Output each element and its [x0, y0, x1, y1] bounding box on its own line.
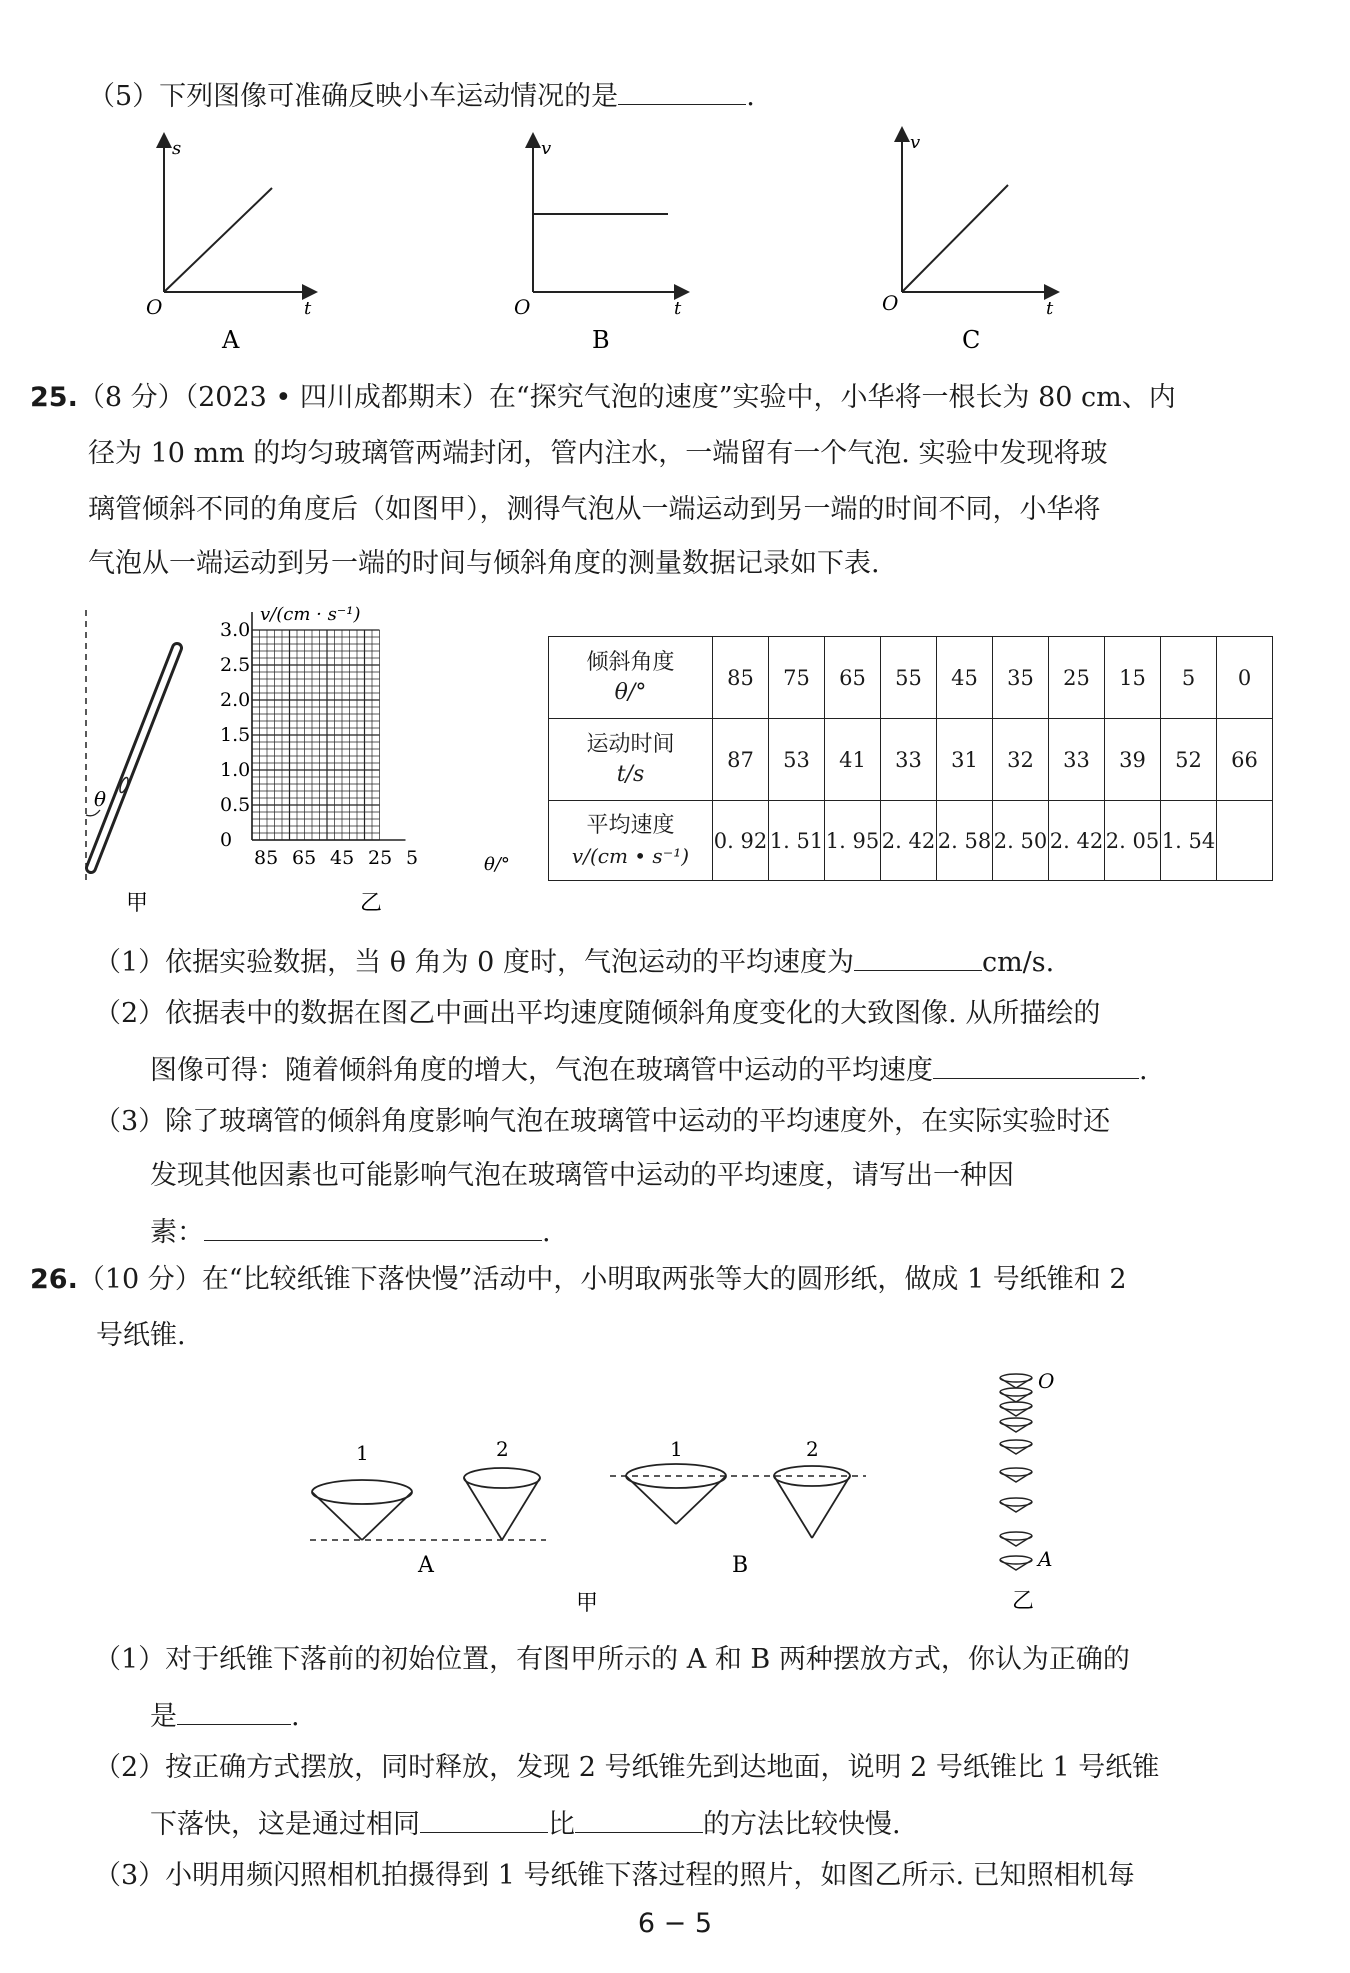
graph-c-xaxis: t: [1046, 298, 1054, 319]
row-label-text: 运动时间: [586, 731, 675, 757]
q25-line-1: 25.（8 分）（2023 • 四川成都期末）在“探究气泡的速度”实验中，小华将一根长为 80 cm、内: [30, 382, 1176, 413]
table-cell: 2. 58: [937, 801, 993, 881]
fig-yi-label: 乙: [360, 891, 383, 916]
row-label-unit: θ/°: [614, 679, 647, 705]
cone-group-b: [610, 1437, 866, 1578]
table-cell: 1. 54: [1161, 801, 1217, 881]
answer-blank: [204, 1212, 542, 1241]
graph-c-origin: O: [882, 291, 899, 315]
strobe-cone: [1000, 1440, 1032, 1454]
graph-b: [514, 138, 682, 354]
table-cell-empty: [1217, 801, 1273, 881]
answer-blank: [854, 942, 982, 971]
cone-group-a: [310, 1437, 546, 1578]
grid-ytick: 2.0: [220, 689, 251, 711]
row-label-text: 平均速度: [586, 812, 675, 838]
table-cell: 0: [1217, 637, 1273, 719]
table-cell: 55: [881, 637, 937, 719]
graph-a-xaxis: t: [304, 298, 312, 319]
row-label-time: [549, 719, 713, 801]
table-cell: 25: [1049, 637, 1105, 719]
row-label-text: 倾斜角度: [586, 649, 675, 675]
graph-a-origin: O: [146, 295, 163, 319]
table-cell: 2. 05: [1105, 801, 1161, 881]
answer-blank: [420, 1804, 548, 1833]
q25-line-2: 径为 10 mm 的均匀玻璃管两端封闭，管内注水，一端留有一个气泡. 实验中发现将玻: [88, 438, 1108, 469]
table-cell: 15: [1105, 637, 1161, 719]
cone-placement-figure: [300, 1430, 890, 1620]
q25-sub1: （1）依据实验数据，当 θ 角为 0 度时，气泡运动的平均速度为 cm/s.: [94, 942, 1054, 981]
table-cell: 5: [1161, 637, 1217, 719]
group-b-label: B: [732, 1553, 749, 1578]
page-number: 6 − 5: [637, 1908, 713, 1939]
strobe-cone: [1000, 1402, 1032, 1416]
cone-label-a1: 1: [356, 1441, 369, 1465]
grid-xlabel: θ/°: [484, 854, 510, 875]
table-cell: 39: [1105, 719, 1161, 801]
fig-yi-label: 乙: [1012, 1589, 1035, 1614]
strobe-photo-figure: [990, 1370, 1090, 1620]
q26-sub1-line1: （1）对于纸锥下落前的初始位置，有图甲所示的 A 和 B 两种摆放方式，你认为正确的: [94, 1644, 1130, 1675]
table-cell: 41: [825, 719, 881, 801]
data-table: [548, 636, 1273, 881]
grid-ytick: 3.0: [220, 619, 251, 641]
table-cell: 2. 42: [1049, 801, 1105, 881]
table-cell: 32: [993, 719, 1049, 801]
q26-line-2: 号纸锥.: [96, 1320, 186, 1351]
q25-line-3: 璃管倾斜不同的角度后（如图甲），测得气泡从一端运动到另一端的时间不同，小华将: [88, 494, 1101, 525]
table-cell: 33: [1049, 719, 1105, 801]
row-label-speed: [549, 801, 713, 881]
row-label-unit: t/s: [616, 761, 645, 787]
table-cell: 87: [713, 719, 769, 801]
strobe-cone: [1000, 1374, 1032, 1388]
grid-ytick: 1.5: [220, 724, 251, 746]
strobe-cone: [1000, 1498, 1032, 1512]
table-cell: 66: [1217, 719, 1273, 801]
q25-number: 25.: [30, 382, 78, 413]
point-a-label: A: [1038, 1547, 1053, 1571]
strobe-cone: [1000, 1418, 1032, 1432]
table-cell: 52: [1161, 719, 1217, 801]
table-cell: 31: [937, 719, 993, 801]
grid-xtick: 65: [292, 847, 317, 869]
tilted-tube-figure: [70, 610, 210, 916]
table-cell: 1. 95: [825, 801, 881, 881]
row-label-unit: v/(cm • s⁻¹): [571, 843, 690, 868]
table-row-angle: [549, 637, 1273, 719]
grid-xtick: 25: [368, 847, 393, 869]
q26-sub3-line1: （3）小明用频闪照相机拍摄得到 1 号纸锥下落过程的照片，如图乙所示. 已知照相机每: [94, 1860, 1135, 1891]
q25-sub3-line2: 发现其他因素也可能影响气泡在玻璃管中运动的平均速度，请写出一种因: [150, 1160, 1014, 1191]
point-o-label: O: [1038, 1369, 1055, 1393]
table-cell: 33: [881, 719, 937, 801]
graph-b-origin: O: [514, 295, 531, 319]
q26-sub2-line1: （2）按正确方式摆放，同时释放，发现 2 号纸锥先到达地面，说明 2 号纸锥比 1 号纸锥: [94, 1752, 1160, 1783]
table-cell: 75: [769, 637, 825, 719]
graph-c-label: C: [962, 326, 981, 354]
answer-blank: [575, 1804, 703, 1833]
table-row-time: [549, 719, 1273, 801]
q26-sub1-line2: 是 .: [150, 1696, 300, 1735]
table-cell: 35: [993, 637, 1049, 719]
table-cell: 2. 42: [881, 801, 937, 881]
q25-sub2-line2: 图像可得：随着倾斜角度的增大，气泡在玻璃管中运动的平均速度 .: [150, 1050, 1148, 1089]
graph-b-label: B: [592, 326, 610, 354]
table-row-speed: [549, 801, 1273, 881]
table-cell: 53: [769, 719, 825, 801]
fig-jia-label: 甲: [576, 1591, 599, 1616]
graph-a-label: A: [222, 326, 240, 354]
group-a-label: A: [418, 1553, 434, 1578]
answer-blank: [177, 1696, 291, 1725]
fig-jia-label: 甲: [126, 891, 149, 916]
graph-a-yaxis: s: [172, 138, 182, 159]
grid-ylabel: v/(cm · s⁻¹): [260, 604, 361, 625]
answer-blank: [933, 1050, 1139, 1079]
answer-blank: [618, 76, 746, 105]
strobe-cone: [1000, 1468, 1032, 1482]
table-cell: 65: [825, 637, 881, 719]
graph-a: [146, 138, 312, 354]
grid-ytick: 2.5: [220, 654, 251, 676]
table-cell: 0. 92: [713, 801, 769, 881]
q26-number: 26.: [30, 1264, 78, 1295]
q25-line-4: 气泡从一端运动到另一端的时间与倾斜角度的测量数据记录如下表.: [88, 548, 880, 579]
q26-sub2-line2: 下落快，这是通过相同 比 的方法比较快慢.: [150, 1804, 901, 1843]
graph-c: [882, 132, 1054, 354]
grid-xtick: 45: [330, 847, 355, 869]
grid-xtick: 5: [406, 847, 419, 869]
row-label-angle: [549, 637, 713, 719]
cone-label-a2: 2: [496, 1437, 509, 1461]
q25-sub3-line3: 素： .: [150, 1212, 551, 1251]
graph-b-yaxis: v: [541, 138, 552, 159]
grid-ytick: 0.5: [220, 794, 251, 816]
table-cell: 2. 50: [993, 801, 1049, 881]
q26-line-1: 26.（10 分）在“比较纸锥下落快慢”活动中，小明取两张等大的圆形纸，做成 1 号纸锥和 2: [30, 1264, 1127, 1295]
table-cell: 45: [937, 637, 993, 719]
strobe-cone: [1000, 1388, 1032, 1402]
q25-sub2-line1: （2）依据表中的数据在图乙中画出平均速度随倾斜角度变化的大致图像. 从所描绘的: [94, 998, 1101, 1029]
grid-xtick: 85: [254, 847, 279, 869]
graph-b-xaxis: t: [674, 298, 682, 319]
strobe-cone: [1000, 1556, 1032, 1570]
grid-ytick: 1.0: [220, 759, 251, 781]
speed-grid-figure: [212, 600, 532, 920]
theta-label: θ: [94, 787, 107, 811]
graph-c-yaxis: v: [910, 132, 921, 153]
q25-sub3-line1: （3）除了玻璃管的倾斜角度影响气泡在玻璃管中运动的平均速度外，在实际实验时还: [94, 1106, 1111, 1137]
table-cell: 85: [713, 637, 769, 719]
cone-label-b2: 2: [806, 1437, 819, 1461]
table-cell: 1. 51: [769, 801, 825, 881]
grid-ytick: 0: [220, 829, 233, 851]
motion-graphs: [140, 128, 1140, 358]
q24-part5: （5）下列图像可准确反映小车运动情况的是 .: [88, 76, 755, 115]
cone-label-b1: 1: [670, 1437, 683, 1461]
strobe-cone: [1000, 1532, 1032, 1546]
